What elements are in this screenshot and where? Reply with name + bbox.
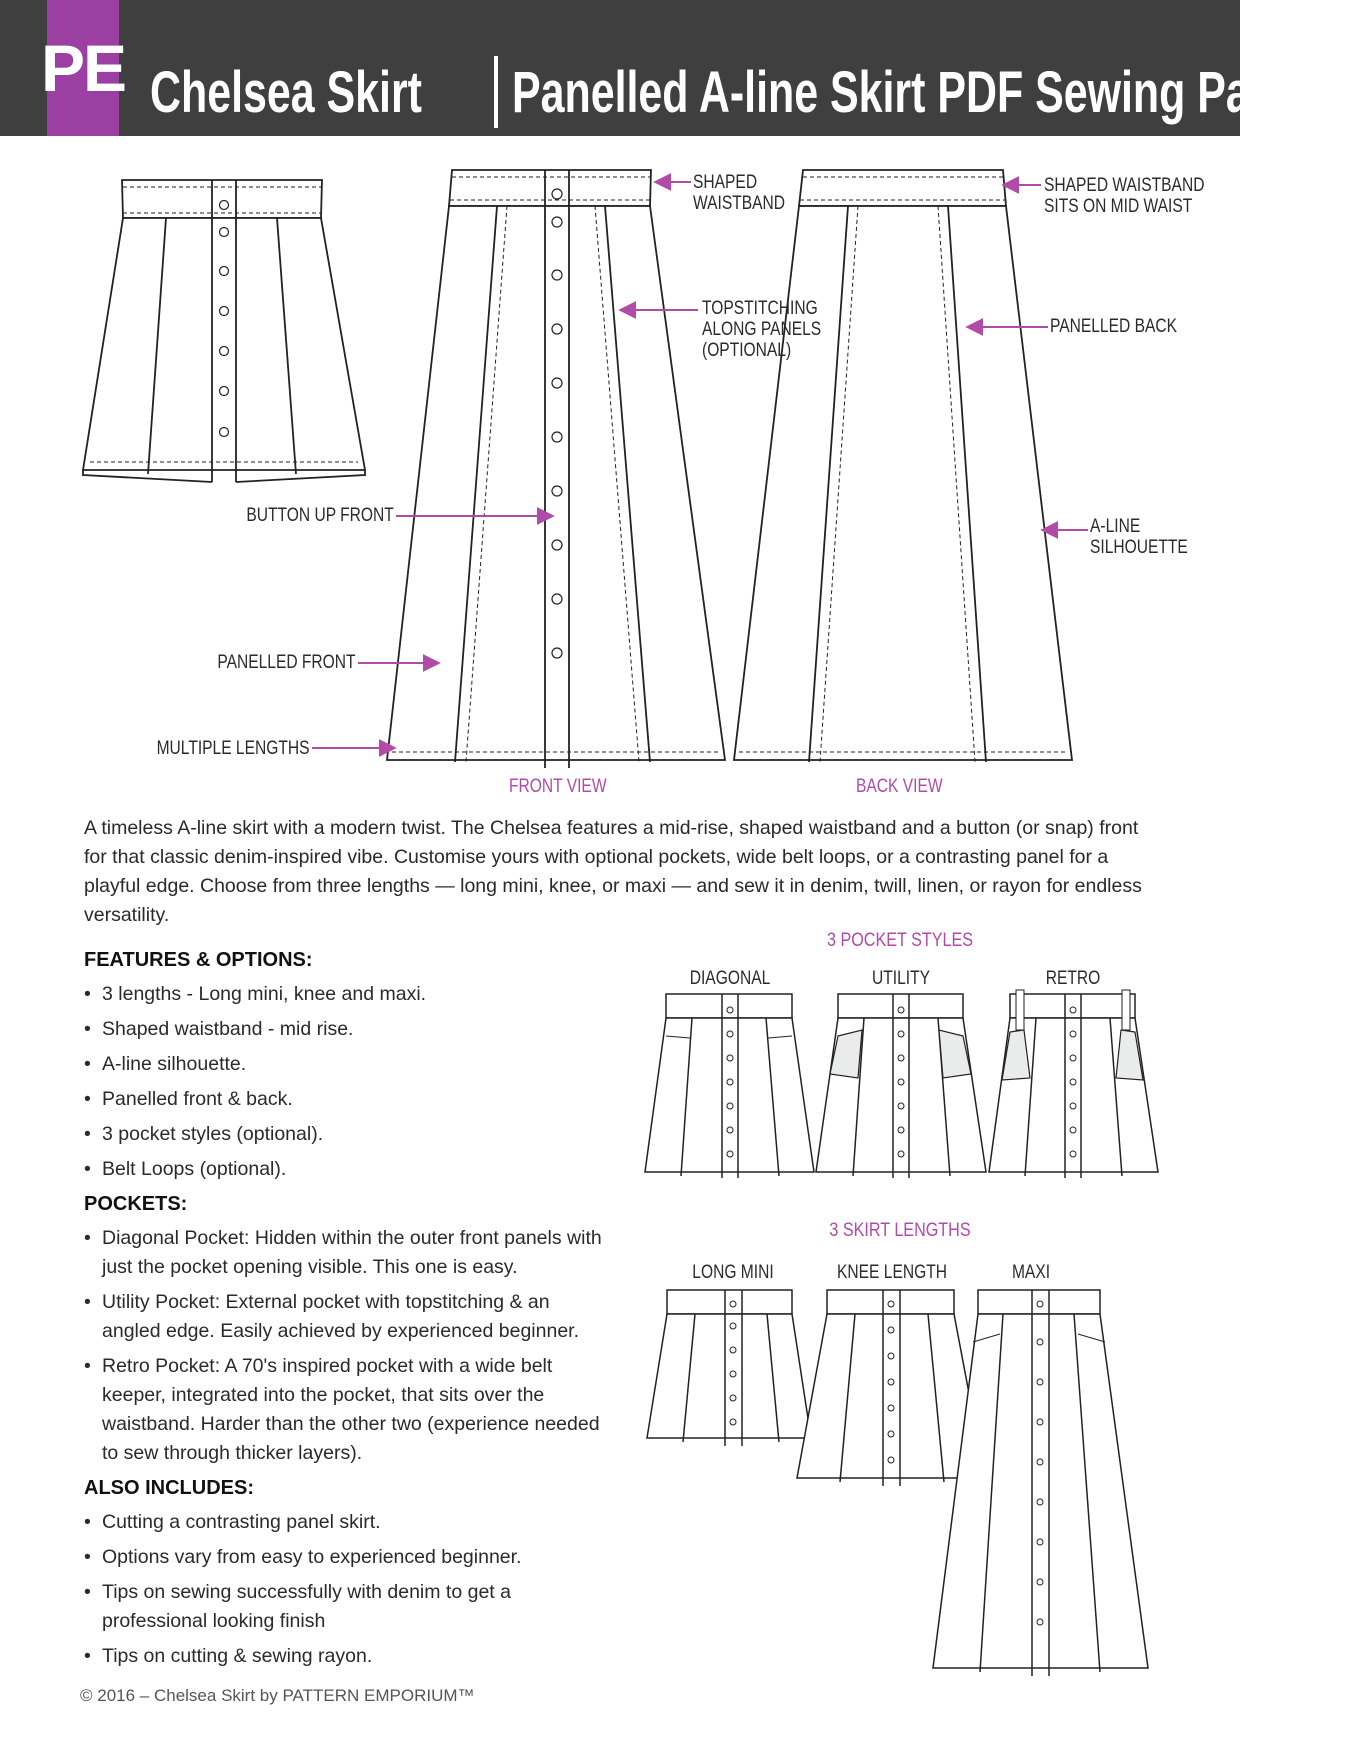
- list-item: • Retro Pocket: A 70's inspired pocket with a wide belt keeper, integrated into the pocket, that sits over the waistband. Harder than the other two (experience needed to sew through thicker layers).: [84, 1352, 604, 1468]
- list-item: • Belt Loops (optional).: [84, 1155, 624, 1184]
- maxi-skirt: [933, 1290, 1148, 1676]
- label-shaped-waistband: SHAPED WAISTBAND: [693, 172, 786, 214]
- features-list: [84, 980, 624, 1184]
- title-main: Chelsea Skirt: [150, 59, 422, 125]
- pocket-label-diagonal: DIAGONAL: [689, 968, 771, 989]
- list-item: • Utility Pocket: External pocket with topstitching & an angled edge. Easily achieved by experienced beginner.: [84, 1288, 604, 1346]
- label-panelled-back: PANELLED BACK: [1050, 316, 1178, 337]
- list-item: • 3 lengths - Long mini, knee and maxi.: [84, 980, 624, 1009]
- includes-heading: ALSO INCLUDES:: [84, 1477, 254, 1499]
- long-mini-skirt: [647, 1290, 811, 1446]
- label-button-up-front: BUTTON UP FRONT: [246, 505, 394, 526]
- caption-front-view: FRONT VIEW: [509, 776, 607, 797]
- left-column: [84, 946, 624, 1677]
- label-multiple-lengths: MULTIPLE LENGTHS: [157, 738, 310, 759]
- header-bar: [0, 0, 1345, 136]
- features-heading: FEATURES & OPTIONS:: [84, 949, 313, 971]
- knee-length-skirt: [797, 1290, 985, 1486]
- length-label-long-mini: LONG MINI: [692, 1262, 774, 1283]
- list-item: • Cutting a contrasting panel skirt.: [84, 1508, 554, 1537]
- list-item: • A-line silhouette.: [84, 1050, 624, 1079]
- mini-skirt-drawing: [83, 180, 365, 482]
- retro-pocket-skirt: [989, 990, 1158, 1178]
- includes-list: [84, 1508, 554, 1671]
- skirt-lengths-title: 3 SKIRT LENGTHS: [829, 1220, 971, 1241]
- length-label-maxi: MAXI: [1011, 1262, 1051, 1283]
- pocket-label-utility: UTILITY: [871, 968, 930, 989]
- variation-drawings: [630, 985, 1170, 1685]
- pocket-styles-title: 3 POCKET STYLES: [826, 930, 974, 951]
- list-item: • 3 pocket styles (optional).: [84, 1120, 624, 1149]
- label-panelled-front: PANELLED FRONT: [217, 652, 356, 673]
- list-item: • Shaped waistband - mid rise.: [84, 1015, 624, 1044]
- page-title: [150, 50, 1345, 134]
- list-item: • Diagonal Pocket: Hidden within the outer front panels with just the pocket opening visible. This one is easy.: [84, 1224, 604, 1282]
- back-view-drawing: [734, 170, 1072, 762]
- pocket-label-retro: RETRO: [1045, 968, 1101, 989]
- pockets-list: [84, 1224, 604, 1468]
- list-item: • Tips on cutting & sewing rayon.: [84, 1642, 554, 1671]
- length-label-knee: KNEE LENGTH: [837, 1262, 947, 1283]
- label-topstitching: TOPSTITCHING ALONG PANELS (OPTIONAL): [702, 298, 822, 361]
- title-subtitle: Panelled A-line Skirt PDF Sewing Pattern: [512, 59, 1345, 125]
- technical-drawings: [0, 136, 1240, 816]
- front-view-drawing: [387, 170, 725, 768]
- label-shaped-waistband-mid: SHAPED WAISTBAND SITS ON MID WAIST: [1044, 175, 1205, 217]
- description-paragraph: A timeless A-line skirt with a modern twist. The Chelsea features a mid-rise, shaped waistband and a button (or snap) front for that classic denim-inspired vibe. Customise yours with optional pockets, wide belt loops, or a contrasting panel for a playful edge. Choose from three lengths — long mini, knee, or maxi — and sew it in denim, twill, linen, or rayon for endless versatility.: [84, 817, 1142, 926]
- pockets-heading: POCKETS:: [84, 1193, 188, 1215]
- diagonal-pocket-skirt: [645, 994, 814, 1178]
- list-item: • Panelled front & back.: [84, 1085, 624, 1114]
- utility-pocket-skirt: [816, 994, 986, 1178]
- pe-logo: PE: [47, 0, 119, 136]
- title-separator: [494, 56, 498, 128]
- label-a-line: A-LINE SILHOUETTE: [1090, 516, 1188, 558]
- copyright-footer: © 2016 – Chelsea Skirt by PATTERN EMPORIUM™: [80, 1686, 475, 1705]
- list-item: • Options vary from easy to experienced beginner.: [84, 1543, 554, 1572]
- caption-back-view: BACK VIEW: [856, 776, 943, 797]
- list-item: • Tips on sewing successfully with denim to get a professional looking finish: [84, 1578, 554, 1636]
